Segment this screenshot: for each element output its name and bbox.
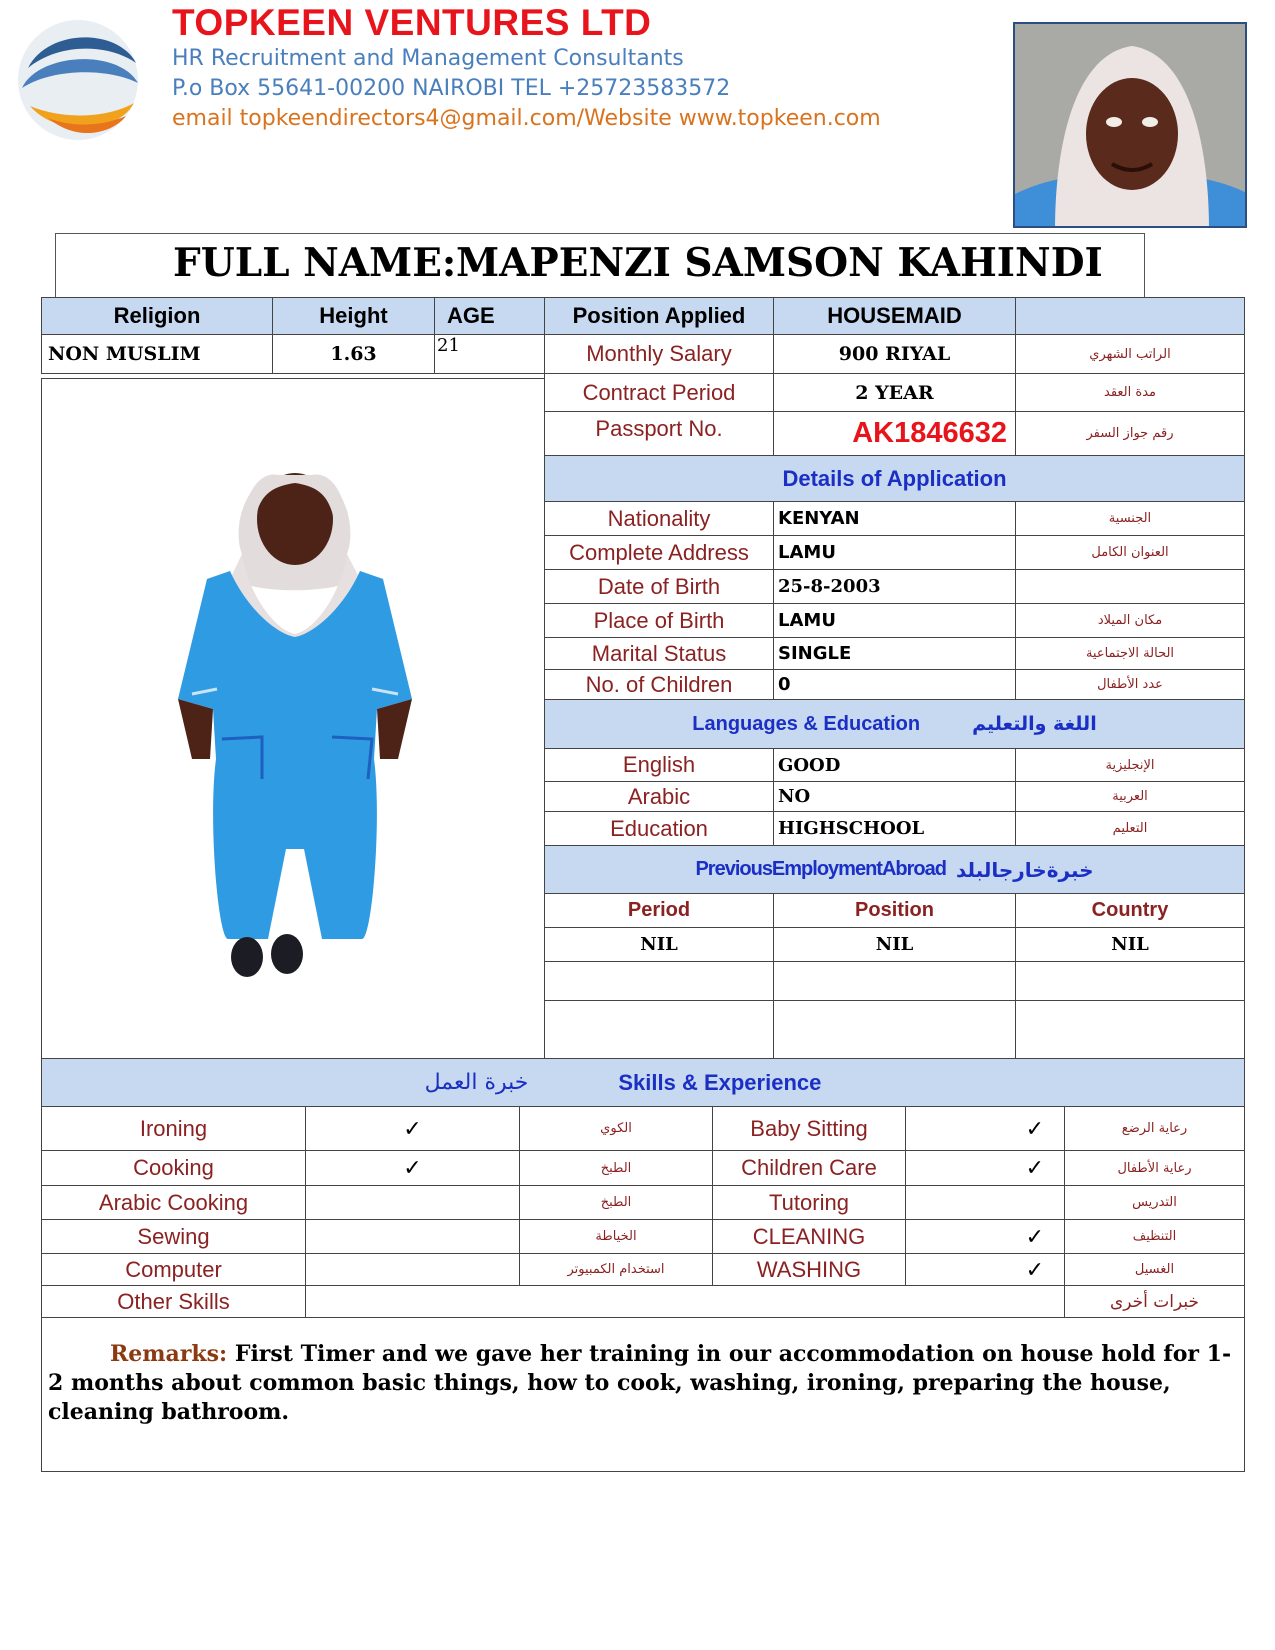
skill-babysitting-label: Baby Sitting — [712, 1106, 906, 1151]
arabic-ar: العربية — [1015, 781, 1245, 812]
height-header: Height — [272, 297, 435, 335]
position-value: HOUSEMAID — [773, 297, 1016, 335]
skill-washing-label: WASHING — [712, 1253, 906, 1286]
skill-ironing-ar: الكوي — [519, 1106, 713, 1151]
employment-empty-cell — [544, 961, 774, 1001]
contract-period-value: 2 YEAR — [773, 373, 1016, 412]
skill-ironing-label: Ironing — [41, 1106, 306, 1151]
skill-cleaning-label: CLEANING — [712, 1219, 906, 1254]
marital-status-ar: الحالة الاجتماعية — [1015, 637, 1245, 670]
skill-computer-ar: استخدام الكمبيوتر — [519, 1253, 713, 1286]
arabic-label: Arabic — [544, 781, 774, 812]
other-skills-ar: خبرات أخرى — [1064, 1285, 1245, 1318]
address-label: Complete Address — [544, 535, 774, 570]
dob-value: 25-8-2003 — [773, 569, 1016, 604]
languages-title-ar: اللغة والتعليم — [972, 713, 1097, 735]
skill-arabiccooking-check — [305, 1185, 520, 1220]
header-blank — [1015, 297, 1245, 335]
period-header: Period — [544, 893, 774, 928]
employment-empty-cell — [544, 1000, 774, 1059]
religion-value: NON MUSLIM — [41, 334, 273, 374]
skill-computer-check — [305, 1253, 520, 1286]
skill-cooking-label: Cooking — [41, 1150, 306, 1186]
other-skills-label: Other Skills — [41, 1285, 306, 1318]
company-address: P.o Box 55641-00200 NAIROBI TEL +25723583572 — [172, 76, 731, 101]
company-name: TOPKEEN VENTURES LTD — [172, 2, 652, 43]
skill-cooking-ar: الطبخ — [519, 1150, 713, 1186]
age-value: 21 — [434, 334, 545, 374]
height-value: 1.63 — [272, 334, 435, 374]
skill-washing-ar: الغسيل — [1064, 1253, 1245, 1286]
monthly-salary-label: Monthly Salary — [544, 334, 774, 374]
employment-period-value: NIL — [544, 927, 774, 962]
employment-empty-cell — [773, 961, 1016, 1001]
skill-babysitting-check: ✓ — [905, 1106, 1065, 1151]
arabic-value: NO — [773, 781, 1016, 812]
nationality-label: Nationality — [544, 501, 774, 536]
children-label: No. of Children — [544, 669, 774, 700]
english-value: GOOD — [773, 748, 1016, 782]
full-body-photo — [41, 378, 545, 1059]
skill-tutoring-label: Tutoring — [712, 1185, 906, 1220]
pob-ar: مكان الميلاد — [1015, 603, 1245, 638]
languages-title: Languages & Education — [692, 712, 921, 735]
company-contact: email topkeendirectors4@gmail.com/Website www.topkeen.com — [172, 106, 881, 131]
passport-label: Passport No. — [544, 411, 774, 456]
employment-empty-cell — [1015, 1000, 1245, 1059]
education-value: HIGHSCHOOL — [773, 811, 1016, 846]
skill-childrencare-ar: رعاية الأطفال — [1064, 1150, 1245, 1186]
skill-childrencare-label: Children Care — [712, 1150, 906, 1186]
skill-tutoring-ar: التدريس — [1064, 1185, 1245, 1220]
education-label: Education — [544, 811, 774, 846]
english-label: English — [544, 748, 774, 782]
skill-computer-label: Computer — [41, 1253, 306, 1286]
full-name-box — [55, 233, 1145, 300]
nationality-value: KENYAN — [773, 501, 1016, 536]
contract-period-ar: مدة العقد — [1015, 373, 1245, 412]
skill-cooking-check: ✓ — [305, 1150, 520, 1186]
address-value: LAMU — [773, 535, 1016, 570]
skill-tutoring-check — [905, 1185, 1065, 1220]
other-skills-value — [305, 1285, 1065, 1318]
remarks-label: Remarks: — [110, 1341, 228, 1367]
skill-babysitting-ar: رعاية الرضع — [1064, 1106, 1245, 1151]
pob-value: LAMU — [773, 603, 1016, 638]
dob-ar — [1015, 569, 1245, 604]
children-ar: عدد الأطفال — [1015, 669, 1245, 700]
english-ar: الإنجليزية — [1015, 748, 1245, 782]
skill-sewing-ar: الخياطة — [519, 1219, 713, 1254]
details-section-header: Details of Application — [544, 455, 1245, 502]
employment-empty-cell — [773, 1000, 1016, 1059]
skill-cleaning-check: ✓ — [905, 1219, 1065, 1254]
remarks-text: First Timer and we gave her training in our accommodation on house hold for 1-2 months about common basic things, how to cook, washing, ironing, preparing the house, cleaning bathroom. — [48, 1341, 1232, 1425]
employment-title: PreviousEmploymentAbroad — [695, 858, 946, 880]
employment-title-ar: خبرةخارجالبلد — [955, 857, 1094, 882]
contract-period-label: Contract Period — [544, 373, 774, 412]
skill-childrencare-check: ✓ — [905, 1150, 1065, 1186]
company-subtitle: HR Recruitment and Management Consultants — [172, 46, 684, 71]
pob-label: Place of Birth — [544, 603, 774, 638]
marital-status-label: Marital Status — [544, 637, 774, 670]
full-name-value: MAPENZI SAMSON KAHINDI — [456, 240, 1103, 286]
address-ar: العنوان الكامل — [1015, 535, 1245, 570]
remarks-box — [41, 1317, 1245, 1472]
skill-sewing-label: Sewing — [41, 1219, 306, 1254]
age-header: AGE — [434, 297, 545, 335]
company-logo-icon — [8, 8, 148, 148]
monthly-salary-ar: الراتب الشهري — [1015, 334, 1245, 374]
employment-country-value: NIL — [1015, 927, 1245, 962]
skill-washing-check: ✓ — [905, 1253, 1065, 1286]
skill-arabiccooking-ar: الطبخ — [519, 1185, 713, 1220]
nationality-ar: الجنسية — [1015, 501, 1245, 536]
children-value: 0 — [773, 669, 1016, 700]
employment-position-value: NIL — [773, 927, 1016, 962]
position-applied-header: Position Applied — [544, 297, 774, 335]
headshot-photo — [1013, 22, 1247, 228]
skill-cleaning-ar: التنظيف — [1064, 1219, 1245, 1254]
skill-arabiccooking-label: Arabic Cooking — [41, 1185, 306, 1220]
employment-empty-cell — [1015, 961, 1245, 1001]
skills-title: Skills & Experience — [618, 1069, 822, 1095]
skills-title-ar: خبرة العمل — [424, 1070, 529, 1095]
employment-section-header — [544, 845, 1245, 894]
skill-sewing-check — [305, 1219, 520, 1254]
monthly-salary-value: 900 RIYAL — [773, 334, 1016, 374]
skills-section-header — [41, 1058, 1245, 1107]
passport-ar: رقم جواز السفر — [1015, 411, 1245, 456]
dob-label: Date of Birth — [544, 569, 774, 604]
languages-section-header — [544, 699, 1245, 749]
marital-status-value: SINGLE — [773, 637, 1016, 670]
position-header: Position — [773, 893, 1016, 928]
full-name-label: FULL NAME: — [173, 240, 457, 286]
religion-header: Religion — [41, 297, 273, 335]
passport-value: AK1846632 — [773, 411, 1016, 456]
country-header: Country — [1015, 893, 1245, 928]
skill-ironing-check: ✓ — [305, 1106, 520, 1151]
education-ar: التعليم — [1015, 811, 1245, 846]
